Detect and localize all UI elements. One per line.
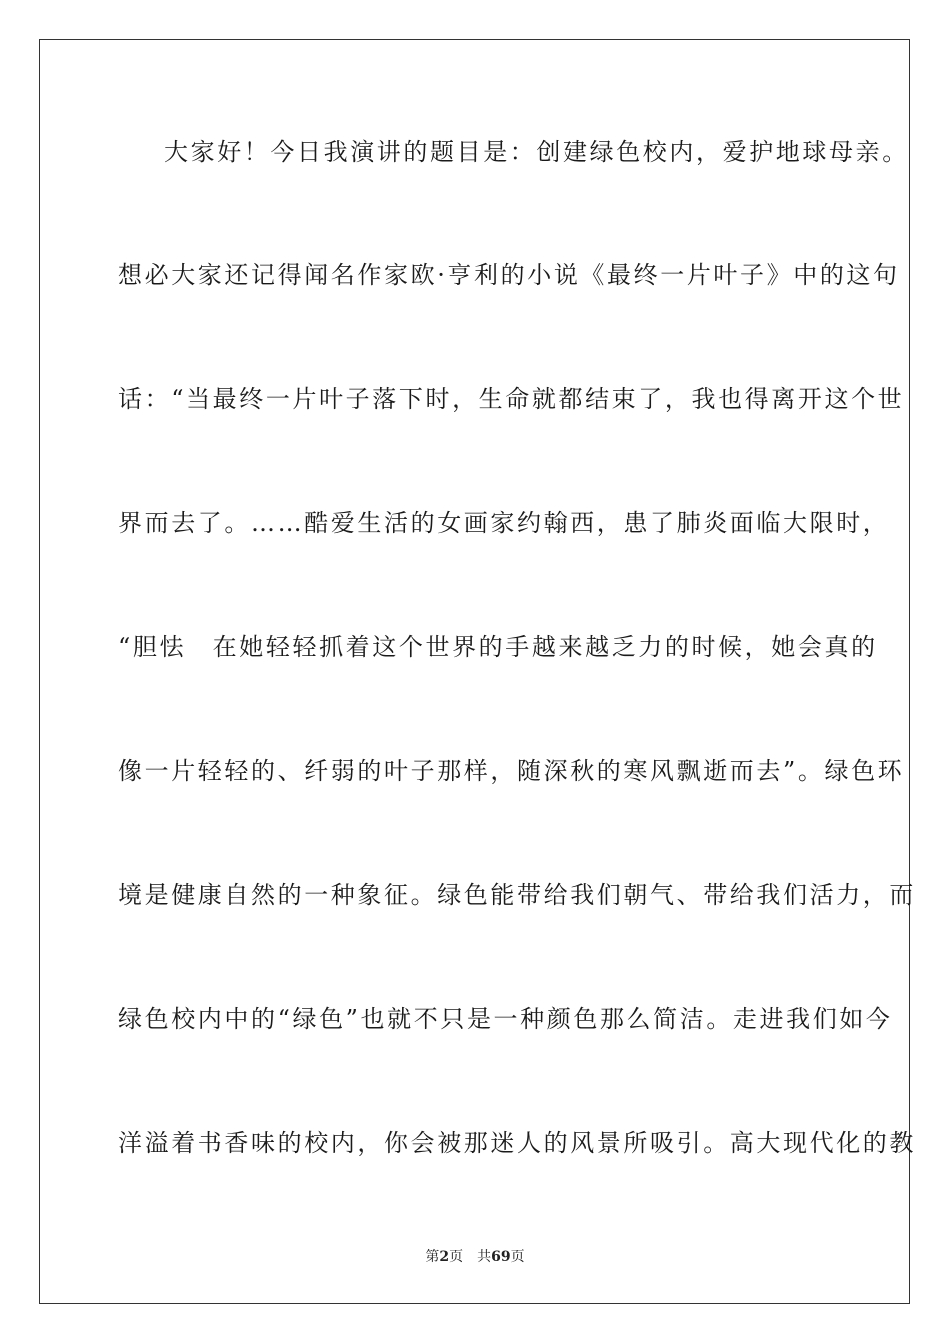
page-suffix: 页 [449,1249,464,1265]
paragraph-line-6: 像一片轻轻的、纤弱的叶子那样，随深秋的寒风飘逝而去”。绿色环 [118,757,905,785]
paragraph-line-7: 境是健康自然的一种象征。绿色能带给我们朝气、带给我们活力，而 [118,881,916,909]
total-suffix: 页 [510,1249,525,1265]
total-prefix: 共 [477,1249,492,1265]
page-footer [0,1248,950,1266]
paragraph-line-5: “胆怯 在她轻轻抓着这个世界的手越来越乏力的时候，她会真的 [118,633,878,661]
paragraph-line-3: 话：“当最终一片叶子落下时，生命就都结束了，我也得离开这个世 [118,385,905,413]
page-number: 2 [439,1249,450,1265]
paragraph-line-9: 洋溢着书香味的校内，你会被那迷人的风景所吸引。高大现代化的教 [118,1129,916,1157]
paragraph-line-2: 想必大家还记得闻名作家欧·亨利的小说《最终一片叶子》中的这句 [118,261,900,289]
paragraph-line-1: 大家好！今日我演讲的题目是：创建绿色校内，爱护地球母亲。 [164,138,909,166]
page-border [39,39,916,1304]
page-prefix: 第 [425,1249,440,1265]
paragraph-line-4: 界而去了。……酷爱生活的女画家约翰西，患了肺炎面临大限时， [118,509,890,537]
total-pages: 69 [491,1249,511,1265]
paragraph-line-8: 绿色校内中的“绿色”也就不只是一种颜色那么简洁。走进我们如今 [118,1005,893,1033]
